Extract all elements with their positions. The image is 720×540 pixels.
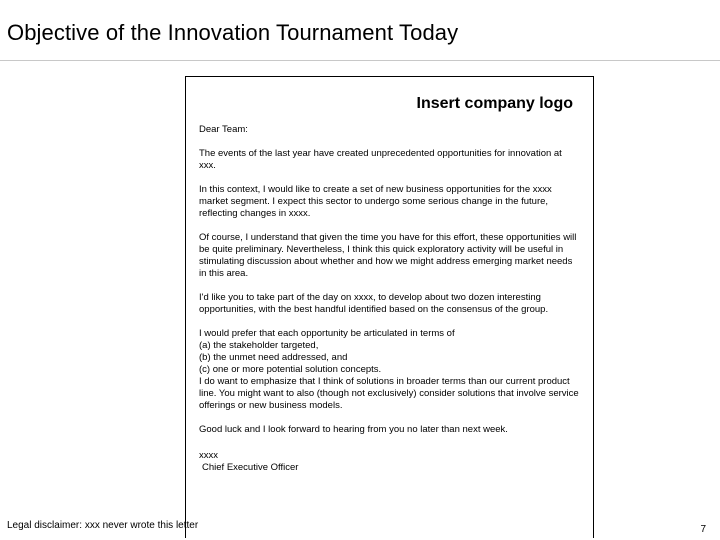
letter-paragraph-4: I'd like you to take part of the day on xxxx, to develop about two dozen interesting opportunities, with the best handful identified based on the consensus of the group. xyxy=(199,292,549,315)
letter-line: I would prefer that each opportunity be articulated in terms of xyxy=(199,328,455,339)
signature-name: xxxx xyxy=(199,450,218,461)
letter-paragraph-2: In this context, I would like to create a set of new business opportunities for the xxxx market segment. I expect this sector to undergo some serious change in the future, reflecting changes in xxxx. xyxy=(199,184,552,219)
letter-line: (a) the stakeholder targeted, xyxy=(199,340,319,351)
signature-title: Chief Executive Officer xyxy=(202,462,299,473)
legal-disclaimer: Legal disclaimer: xxx never wrote this letter xyxy=(7,520,199,531)
letter-paragraph-1: The events of the last year have created unprecedented opportunities for innovation at xxx. xyxy=(199,148,562,171)
title-divider xyxy=(0,60,720,61)
letter-paragraph-3: Of course, I understand that given the time you have for this effort, these opportunities will be quite preliminary. Nevertheless, I think this quick exploratory activity will be useful in stimulating discussion about whether and how we might address emerging market needs in this area. xyxy=(199,232,577,279)
letter-closing: Good luck and I look forward to hearing from you no later than next week. xyxy=(199,424,508,435)
page-title: Objective of the Innovation Tournament Today xyxy=(7,20,459,45)
letter-body xyxy=(199,124,579,474)
letter-line: (b) the unmet need addressed, and xyxy=(199,352,348,363)
company-logo-placeholder: Insert company logo xyxy=(416,95,573,112)
letter-frame xyxy=(185,76,594,538)
letter-line: (c) one or more potential solution concepts. xyxy=(199,364,382,375)
letter-signature xyxy=(199,450,579,474)
letter-line: I do want to emphasize that I think of solutions in broader terms than our current product line. You might want to also (though not exclusively) consider solutions that involve service offerings or new business models. xyxy=(199,376,579,411)
letter-paragraph-5 xyxy=(199,328,579,412)
letter-salutation: Dear Team: xyxy=(199,124,248,135)
page-number: 7 xyxy=(700,524,706,535)
